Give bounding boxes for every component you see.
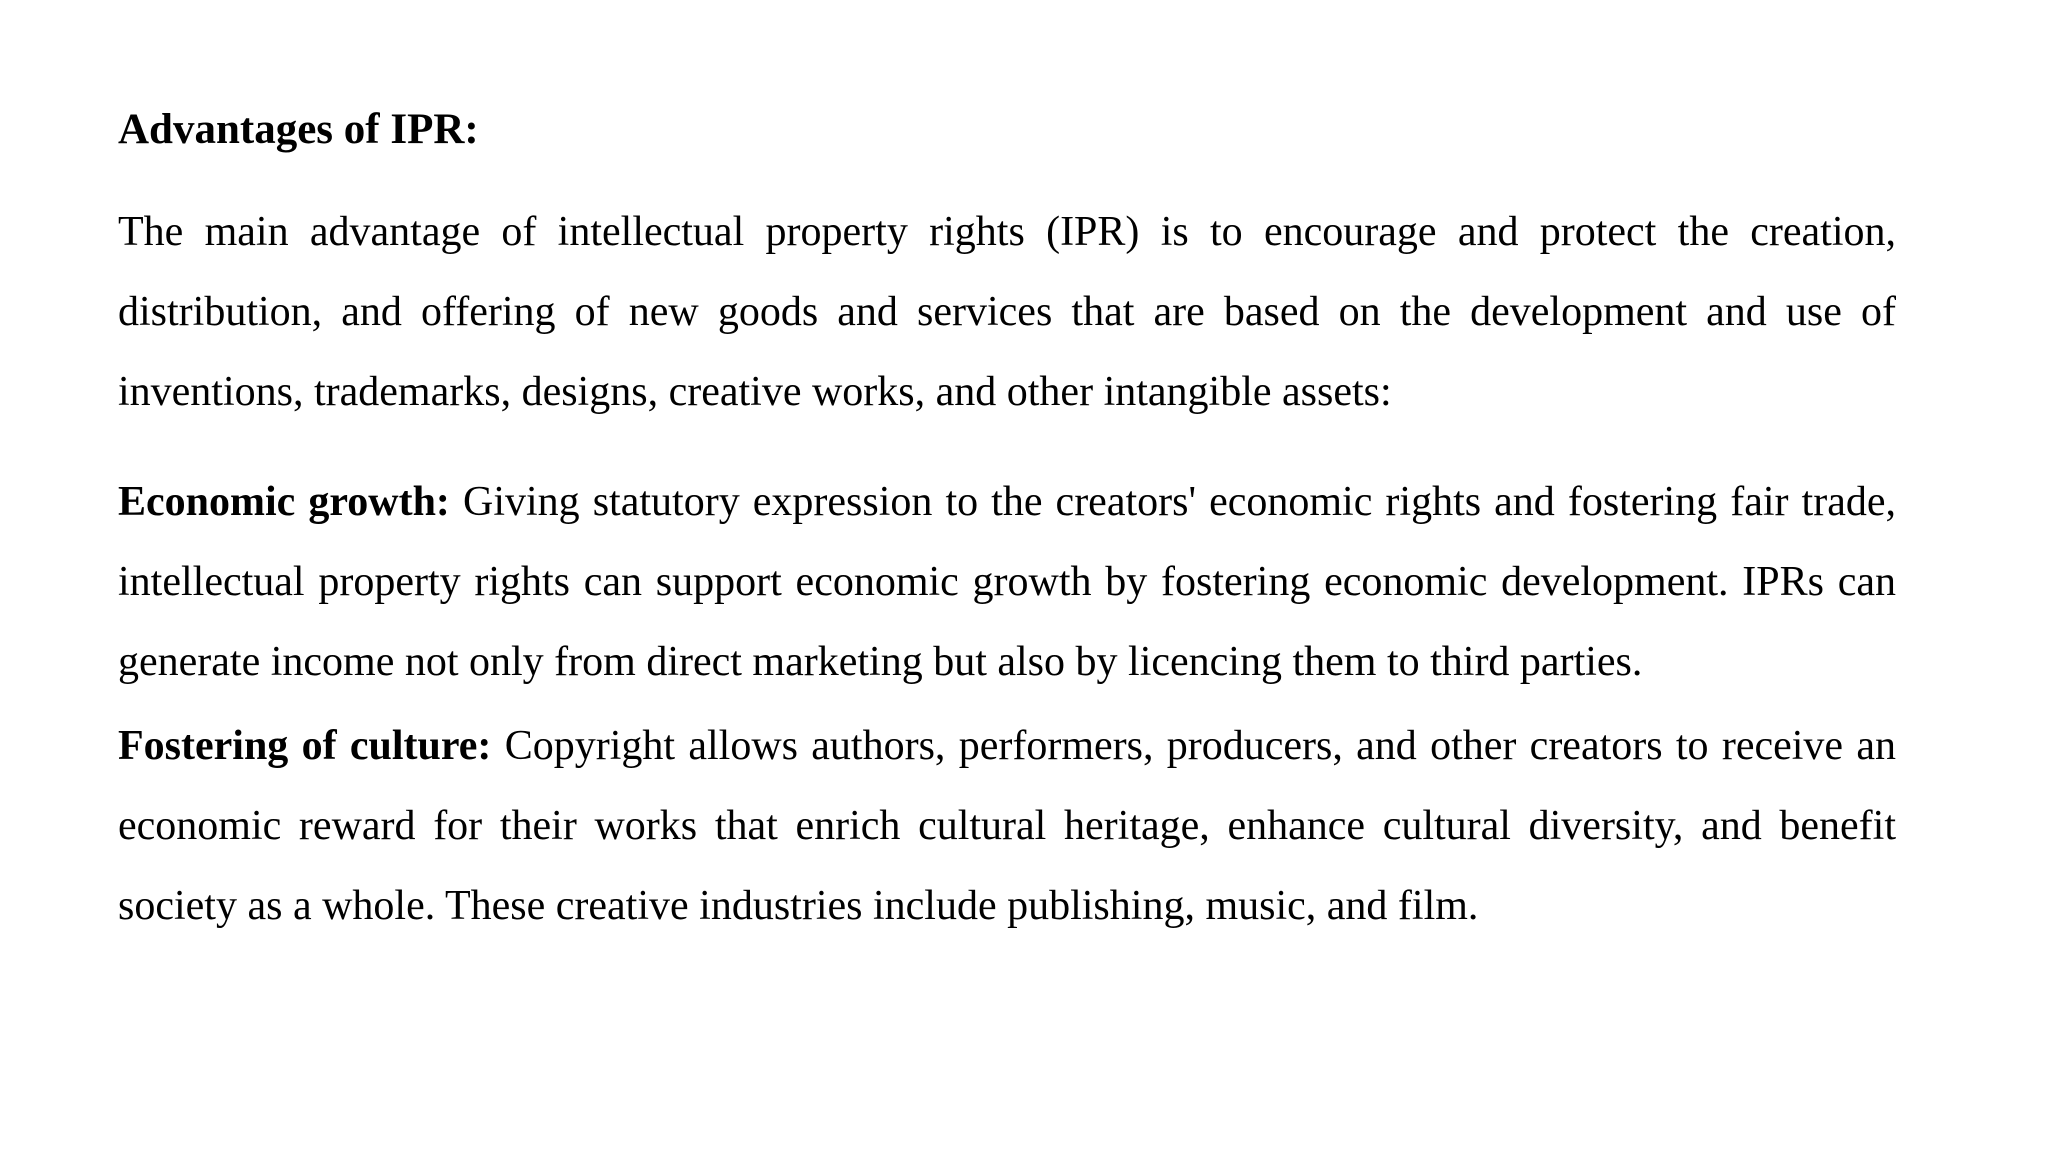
section-heading	[118, 98, 1896, 162]
heading-title: Advantages of IPR	[118, 106, 465, 153]
fostering-culture-paragraph	[118, 706, 1896, 946]
economic-growth-term: Economic growth:	[118, 479, 450, 525]
intro-paragraph: The main advantage of intellectual property rights (IPR) is to encourage and protect the creation, distribution, and offering of new goods and services that are based on the development and use of inventions, trademarks, designs, creative works, and other intangible assets:	[118, 209, 1896, 415]
fostering-culture-term: Fostering of culture:	[118, 723, 492, 769]
economic-growth-paragraph	[118, 462, 1896, 702]
document-page	[118, 98, 1896, 946]
fostering-culture-text: Copyright allows authors, performers, producers, and other creators to receive an economic reward for their works that enrich cultural heritage, enhance cultural diversity, and benefit society as a whole. These creative industries include publishing, music, and film.	[118, 723, 1897, 929]
heading-colon: :	[464, 106, 479, 153]
economic-growth-text: Giving statutory expression to the creators' economic rights and fostering fair trade, intellectual property rights can support economic growth by fostering economic development. IPRs can generate income not only from direct marketing but also by licencing them to third parties.	[118, 479, 1896, 685]
